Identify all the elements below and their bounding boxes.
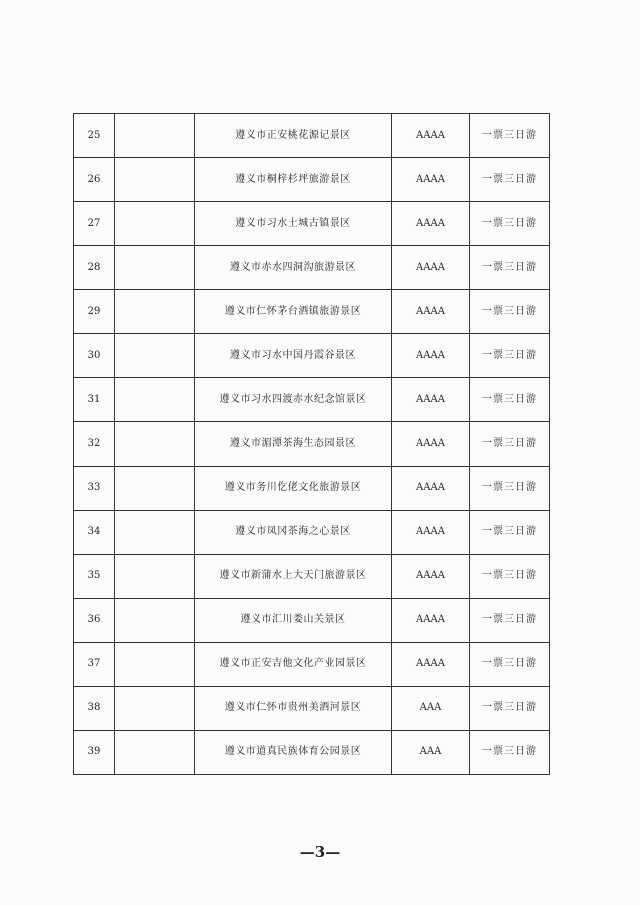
ticket-policy: 一票三日游	[470, 378, 550, 422]
rating-level: AAAA	[392, 378, 470, 422]
scenic-spot-name: 遵义市习水中国丹霞谷景区	[195, 334, 392, 378]
ticket-policy: 一票三日游	[470, 290, 550, 334]
scenic-spot-name: 遵义市湄潭茶海生态园景区	[195, 422, 392, 466]
row-number: 36	[74, 598, 115, 642]
blank-cell	[115, 202, 195, 246]
blank-cell	[115, 510, 195, 554]
table-row	[74, 114, 550, 158]
ticket-policy: 一票三日游	[470, 730, 550, 774]
row-number: 35	[74, 554, 115, 598]
rating-level: AAAA	[392, 422, 470, 466]
blank-cell	[115, 378, 195, 422]
ticket-policy: 一票三日游	[470, 246, 550, 290]
ticket-policy: 一票三日游	[470, 114, 550, 158]
rating-level: AAAA	[392, 642, 470, 686]
blank-cell	[115, 290, 195, 334]
rating-level: AAAA	[392, 158, 470, 202]
scenic-spot-name: 遵义市新蒲水上大天门旅游景区	[195, 554, 392, 598]
scenic-spot-name: 遵义市习水四渡赤水纪念馆景区	[195, 378, 392, 422]
table-row	[74, 642, 550, 686]
row-number: 33	[74, 466, 115, 510]
scenic-spot-name: 遵义市仁怀茅台酒镇旅游景区	[195, 290, 392, 334]
table-row	[74, 290, 550, 334]
table-row	[74, 510, 550, 554]
blank-cell	[115, 246, 195, 290]
page-number: —3—	[299, 843, 341, 861]
rating-level: AAAA	[392, 554, 470, 598]
rating-level: AAAA	[392, 334, 470, 378]
row-number: 37	[74, 642, 115, 686]
blank-cell	[115, 554, 195, 598]
rating-level: AAAA	[392, 114, 470, 158]
rating-level: AAAA	[392, 202, 470, 246]
blank-cell	[115, 334, 195, 378]
blank-cell	[115, 158, 195, 202]
rating-level: AAAA	[392, 510, 470, 554]
rating-level: AAAA	[392, 246, 470, 290]
rating-level: AAA	[392, 686, 470, 730]
scenic-spot-name: 遵义市仁怀市贵州美酒河景区	[195, 686, 392, 730]
row-number: 32	[74, 422, 115, 466]
row-number: 25	[74, 114, 115, 158]
ticket-policy: 一票三日游	[470, 554, 550, 598]
blank-cell	[115, 466, 195, 510]
blank-cell	[115, 598, 195, 642]
table-body	[74, 114, 550, 775]
scenic-spot-name: 遵义市汇川娄山关景区	[195, 598, 392, 642]
ticket-policy: 一票三日游	[470, 334, 550, 378]
ticket-policy: 一票三日游	[470, 598, 550, 642]
table-row	[74, 158, 550, 202]
row-number: 30	[74, 334, 115, 378]
row-number: 28	[74, 246, 115, 290]
row-number: 27	[74, 202, 115, 246]
table-row	[74, 246, 550, 290]
scenic-spot-table	[73, 113, 550, 775]
table-row	[74, 422, 550, 466]
blank-cell	[115, 642, 195, 686]
table-row	[74, 466, 550, 510]
table-row	[74, 334, 550, 378]
scenic-spot-name: 遵义市道真民族体育公园景区	[195, 730, 392, 774]
scenic-spot-name: 遵义市桐梓杉坪旅游景区	[195, 158, 392, 202]
scenic-spot-name: 遵义市赤水四洞沟旅游景区	[195, 246, 392, 290]
row-number: 39	[74, 730, 115, 774]
ticket-policy: 一票三日游	[470, 642, 550, 686]
table-row	[74, 554, 550, 598]
table-row	[74, 730, 550, 774]
ticket-policy: 一票三日游	[470, 466, 550, 510]
blank-cell	[115, 686, 195, 730]
row-number: 34	[74, 510, 115, 554]
ticket-policy: 一票三日游	[470, 158, 550, 202]
blank-cell	[115, 730, 195, 774]
rating-level: AAAA	[392, 290, 470, 334]
ticket-policy: 一票三日游	[470, 510, 550, 554]
row-number: 26	[74, 158, 115, 202]
blank-cell	[115, 422, 195, 466]
rating-level: AAA	[392, 730, 470, 774]
table-row	[74, 378, 550, 422]
rating-level: AAAA	[392, 466, 470, 510]
row-number: 29	[74, 290, 115, 334]
ticket-policy: 一票三日游	[470, 686, 550, 730]
blank-cell	[115, 114, 195, 158]
scenic-spot-name: 遵义市凤冈茶海之心景区	[195, 510, 392, 554]
scenic-spot-name: 遵义市正安桃花源记景区	[195, 114, 392, 158]
row-number: 31	[74, 378, 115, 422]
scenic-spot-name: 遵义市正安吉他文化产业园景区	[195, 642, 392, 686]
scenic-spot-name: 遵义市务川仡佬文化旅游景区	[195, 466, 392, 510]
table-row	[74, 686, 550, 730]
ticket-policy: 一票三日游	[470, 202, 550, 246]
rating-level: AAAA	[392, 598, 470, 642]
scenic-spot-name: 遵义市习水土城古镇景区	[195, 202, 392, 246]
table-row	[74, 202, 550, 246]
ticket-policy: 一票三日游	[470, 422, 550, 466]
row-number: 38	[74, 686, 115, 730]
table-row	[74, 598, 550, 642]
